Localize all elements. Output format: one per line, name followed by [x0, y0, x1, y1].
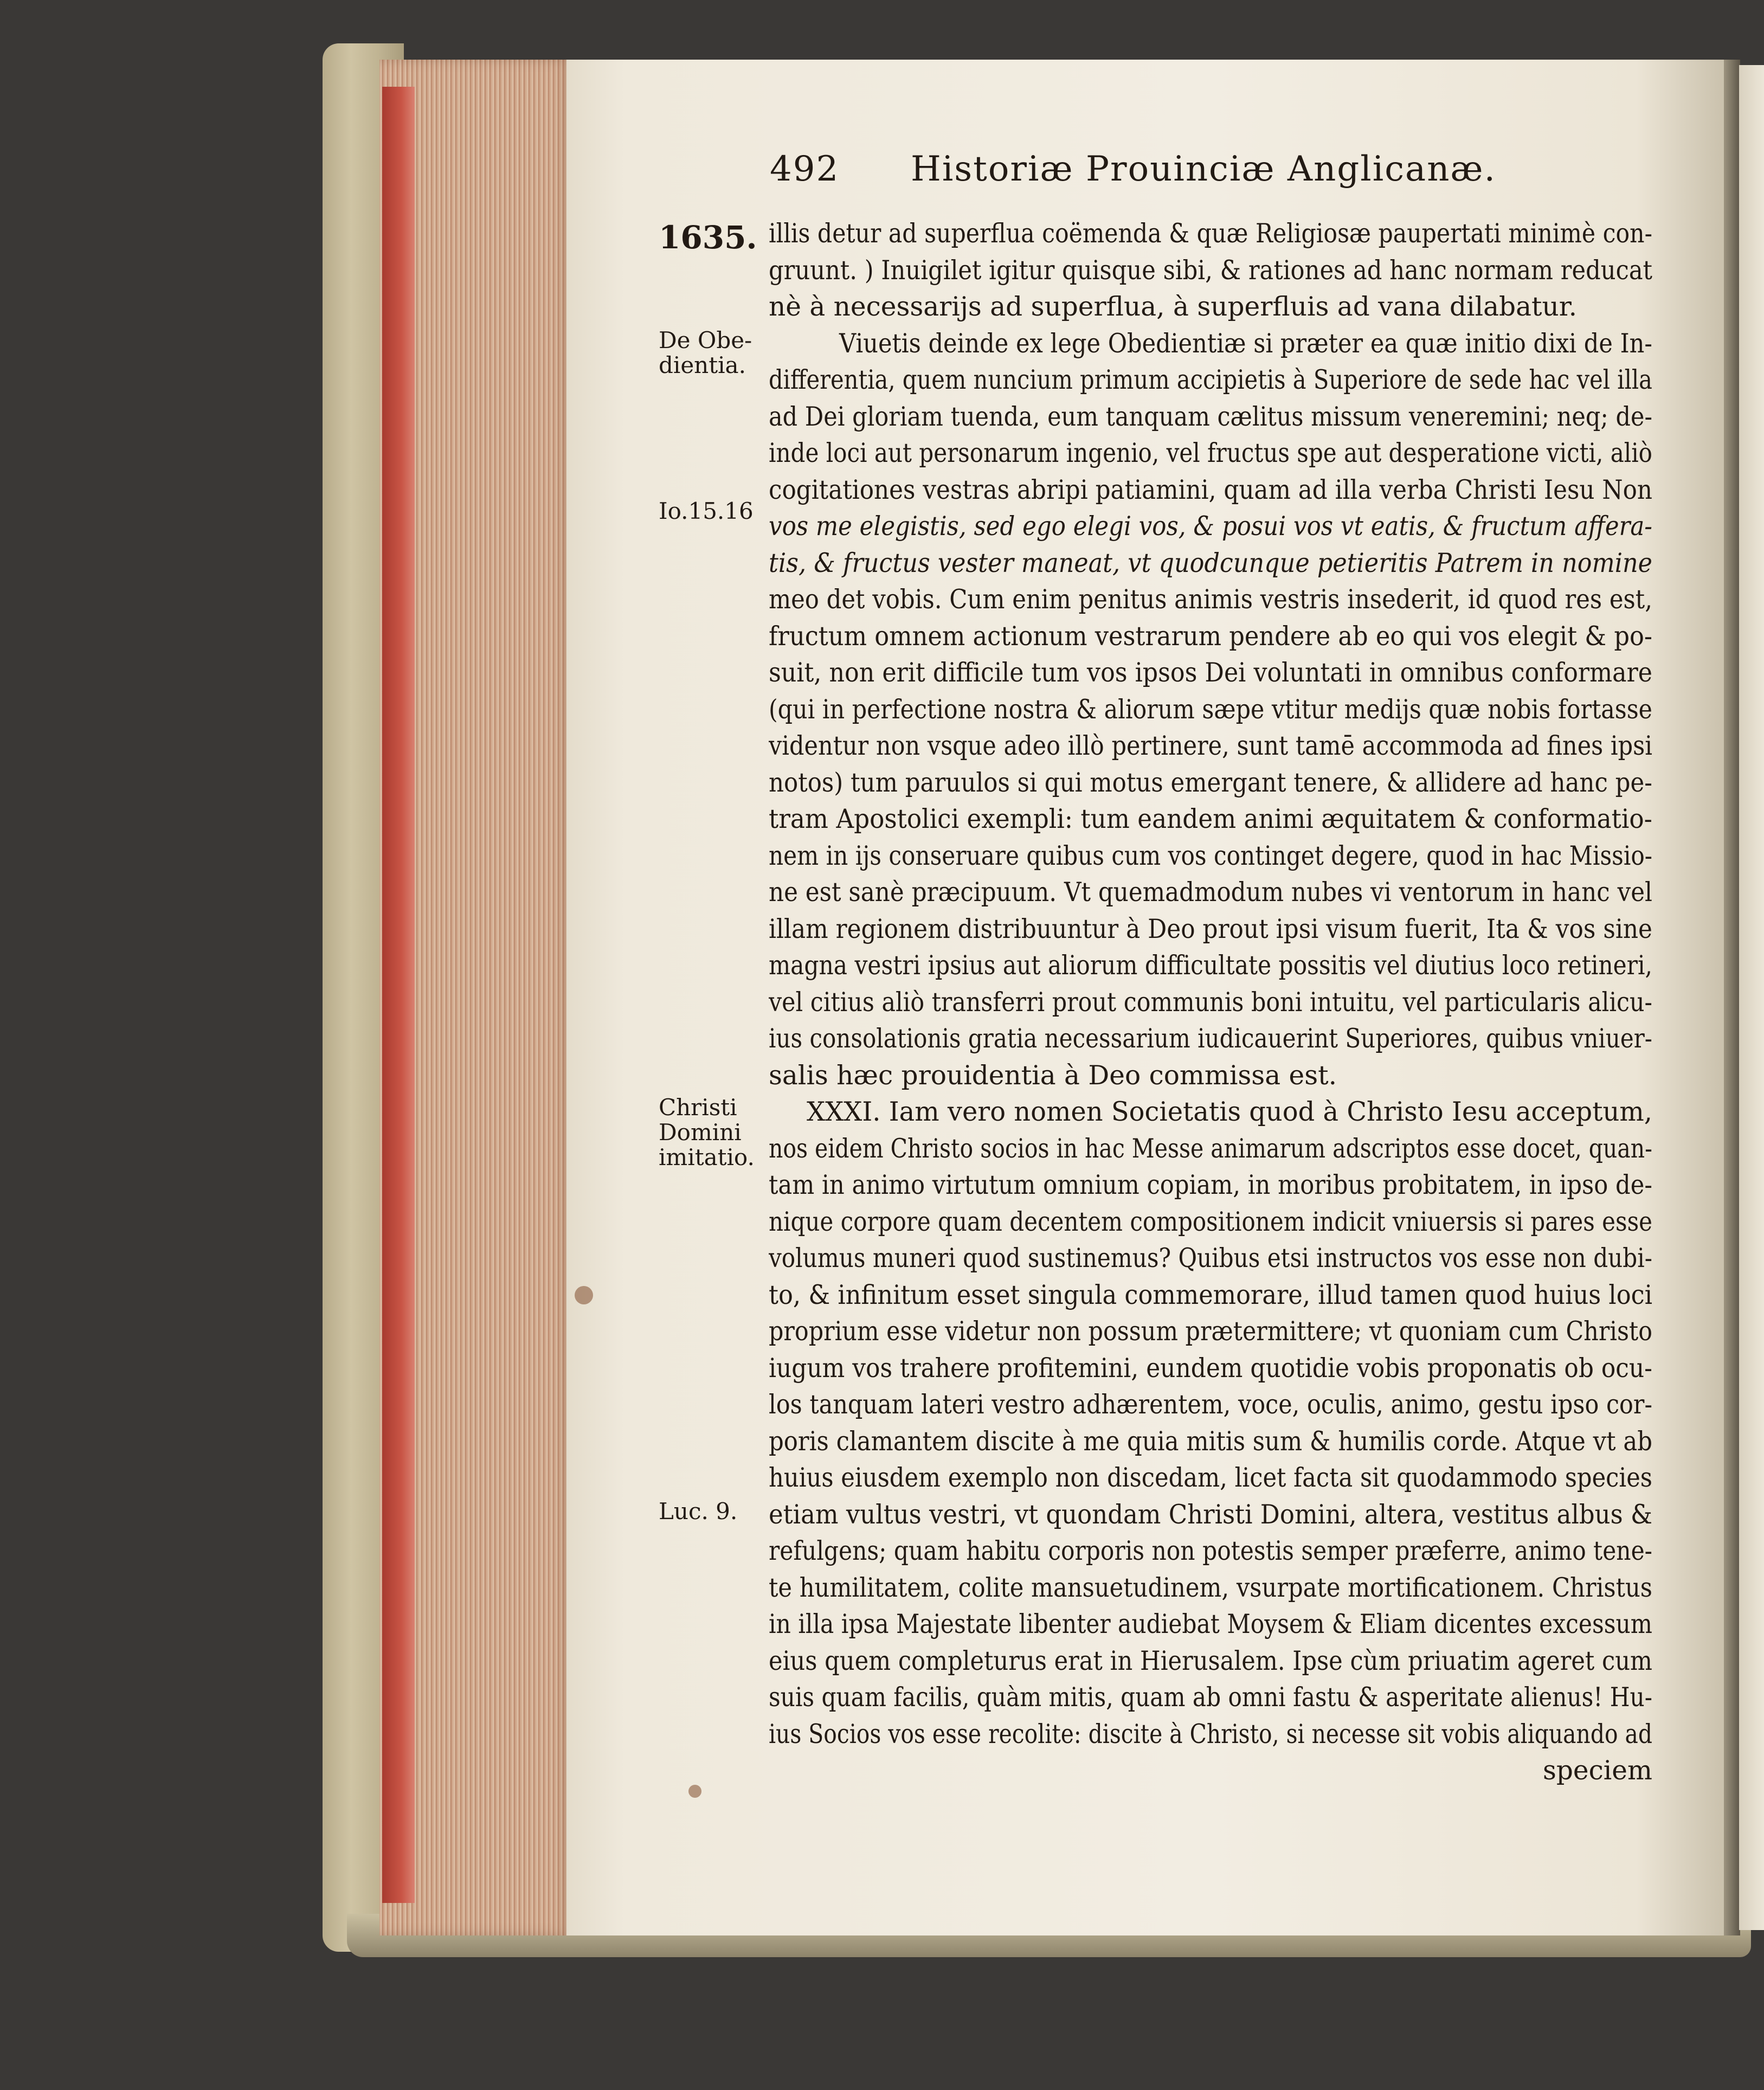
body-text: [769, 216, 1652, 1790]
text-line: salis hæc prouidentia à Deo commissa est.: [769, 1060, 1337, 1091]
text-line: suis quam facilis, quàm mitis, quam ab omni fastu & asperitate alienus! Hu-: [769, 1682, 1652, 1713]
text-line: meo det vobis. Cum enim penitus animis vestris insederit, id quod res est,: [769, 584, 1652, 615]
gutter-shadow: [1724, 60, 1740, 1935]
facing-page-edge: [1739, 65, 1764, 1930]
foxing-spot: [575, 1286, 593, 1304]
text-line: Viuetis deinde ex lege Obedientiæ si præter ea quæ initio dixi de In-: [839, 328, 1652, 359]
text-line: to, & infinitum esset singula commemorare, illud tamen quod huius loci: [769, 1279, 1652, 1310]
foxing-spot: [688, 1785, 701, 1798]
text-line: poris clamantem discite à me quia mitis sum & humilis corde. Atque vt ab: [769, 1426, 1652, 1457]
red-edge-stain: [382, 87, 415, 1903]
text-line: ne est sanè præcipuum. Vt quemadmodum nubes vi ventorum in hanc vel: [769, 877, 1652, 908]
text-line: etiam vultus vestri, vt quondam Christi Domini, altera, vestitus albus &: [769, 1499, 1652, 1530]
text-line: ad Dei gloriam tuenda, eum tanquam cælitus missum veneremini; neq; de-: [769, 401, 1652, 432]
text-line: fructum omnem actionum vestrarum pendere ab eo qui vos elegit & po-: [769, 621, 1652, 652]
running-head: [770, 149, 1648, 198]
text-line: ius Socios vos esse recolite: discite à Christo, si necesse sit vobis aliquando ad: [769, 1719, 1652, 1750]
text-line: vos me elegistis, sed ego elegi vos, & posui vos vt eatis, & fructum afferа-: [769, 511, 1652, 542]
text-line: differentia, quem nuncium primum accipietis à Superiore de sede hac vel illa: [769, 365, 1652, 395]
text-line: nem in ijs conseruare quibus cum vos continget degere, quod in hac Missio-: [769, 840, 1652, 871]
text-line: los tanquam lateri vestro adhærentem, voce, oculis, animo, gestu ipso cor-: [769, 1390, 1652, 1420]
text-line: suit, non erit difficile tum vos ipsos Dei voluntati in omnibus conformare: [769, 658, 1652, 688]
text-line: illis detur ad superflua coëmenda & quæ Religiosæ paupertati minimè con-: [769, 218, 1652, 249]
text-line: in illa ipsa Majestate libenter audiebat Moysem & Eliam dicentes excessum: [769, 1609, 1652, 1639]
margin-note-lucas: Luc. 9.: [659, 1498, 738, 1525]
running-title: Historiæ Prouinciæ Anglicanæ.: [911, 149, 1496, 189]
text-line: ius consolationis gratia necessarium iudicauerint Superiores, quibus vniuer-: [769, 1024, 1652, 1054]
text-line: magna vestri ipsius aut aliorum difficultate possitis vel diutius loco retineri,: [769, 950, 1652, 981]
text-line: vel citius aliò transferri prout communis boni intuitu, vel particularis alicu-: [769, 987, 1652, 1018]
margin-note-obedientia: De Obe- dientia.: [659, 327, 752, 378]
text-line: illam regionem distribuuntur à Deo prout ipsi visum fuerit, Ita & vos sine: [769, 914, 1652, 944]
text-line: nique corpore quam decentem compositionem indicit vniuersis si pares esse: [769, 1206, 1652, 1237]
text-line: proprium esse videtur non possum prætermittere; vt quoniam cum Christo: [769, 1316, 1652, 1347]
text-line: inde loci aut personarum ingenio, vel fructus spe aut desperatione victi, aliò: [769, 438, 1652, 468]
text-line: volumus muneri quod sustinemus? Quibus etsi instructos vos esse non dubi-: [769, 1243, 1652, 1274]
text-line: te humilitatem, colite mansuetudinem, vsurpate mortificationem. Christus: [769, 1572, 1652, 1603]
text-line: nos eidem Christo socios in hac Messe animarum adscriptos esse docet, quan-: [769, 1133, 1652, 1164]
text-line: huius eiusdem exemplo non discedam, licet facta sit quodammodo species: [769, 1463, 1652, 1493]
text-line: XXXI. Iam vero nomen Societatis quod à Christo Iesu acceptum,: [807, 1097, 1652, 1127]
text-line: tis, & fructus vester maneat, vt quodcunque petieritis Patrem in nomine: [769, 548, 1652, 578]
text-line: eius quem completurus erat in Hierusalem. Ipse cùm priuatim ageret cum: [769, 1645, 1652, 1676]
text-line: notos) tum paruulos si qui motus emergant tenere, & allidere ad hanc pe-: [769, 767, 1652, 798]
page-number: 492: [770, 149, 840, 189]
text-line: refulgens; quam habitu corporis non potestis semper præferre, animo tene-: [769, 1536, 1652, 1566]
text-line: iugum vos trahere profitemini, eundem quotidie vobis proponatis ob ocu-: [769, 1353, 1652, 1384]
margin-note-ioannes: Io.15.16: [659, 498, 754, 524]
margin-note-christi: Christi Domini imitatio.: [659, 1094, 755, 1171]
text-line: gruunt. ) Inuigilet igitur quisque sibi, & rationes ad hanc normam reducat: [769, 255, 1652, 286]
text-line: nè à necessarijs ad superflua, à superfluis ad vana dilabatur.: [769, 292, 1577, 322]
text-line: cogitationes vestras abripi patiamini, quam ad illa verba Christi Iesu Non: [769, 474, 1652, 505]
text-line: tram Apostolici exempli: tum eandem animi æquitatem & conformatio-: [769, 804, 1652, 834]
catchword: speciem: [1542, 1755, 1652, 1786]
text-line: videntur non vsque adeo illò pertinere, sunt tamē accommoda ad fines ipsi: [769, 731, 1652, 761]
margin-note-year: 1635.: [659, 219, 757, 256]
text-line: (qui in perfectione nostra & aliorum sæpe vtitur medijs quæ nobis fortasse: [769, 694, 1652, 725]
text-line: tam in animo virtutum omnium copiam, in moribus probitatem, in ipso de-: [769, 1170, 1652, 1200]
